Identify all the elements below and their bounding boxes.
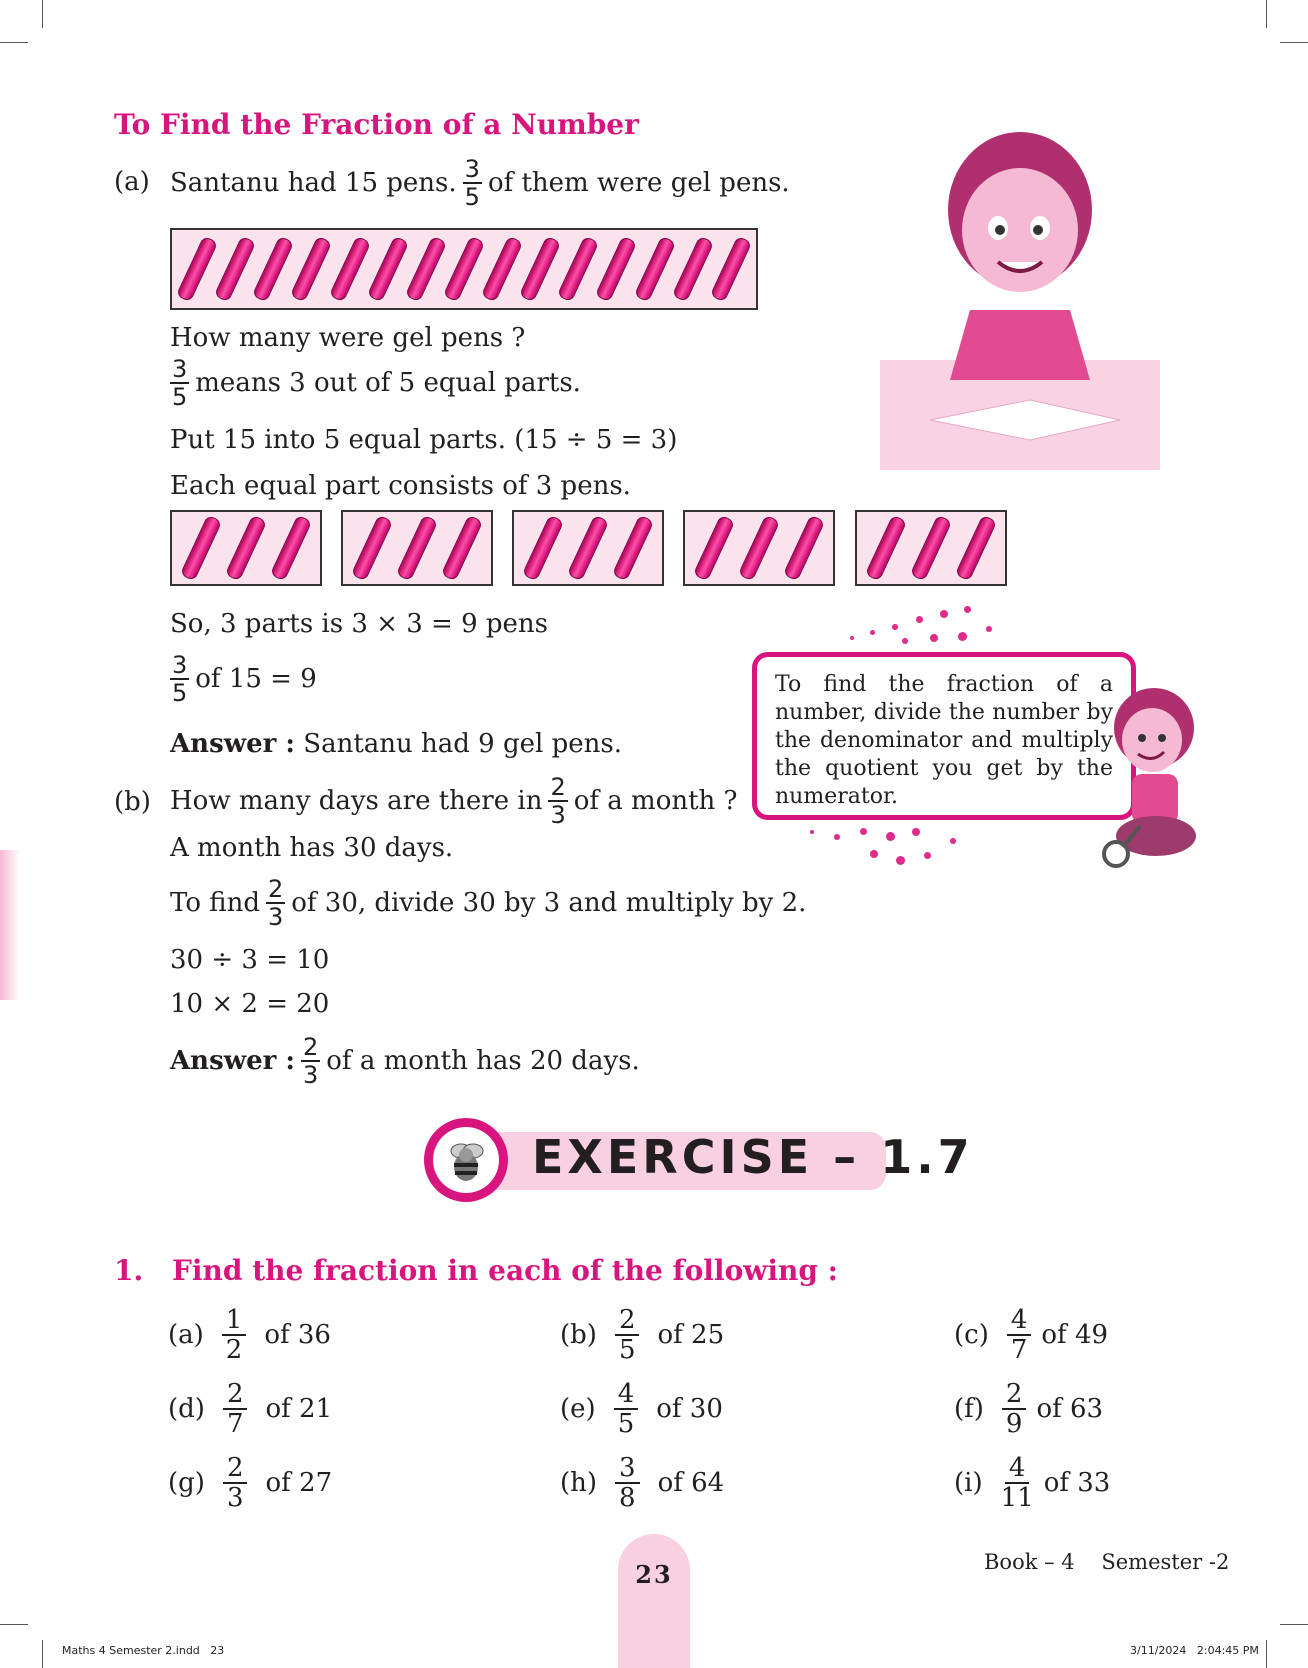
- crop-mark: [0, 1624, 28, 1625]
- fraction-numerator: 3: [172, 355, 188, 383]
- answer-text: of a month has 20 days.: [326, 1046, 640, 1076]
- means-fraction: [170, 356, 189, 410]
- pen-image: [481, 236, 523, 303]
- pen-image: [521, 515, 563, 582]
- exercise-item-e: [560, 1380, 723, 1438]
- each-line: Each equal part consists of 3 pens.: [170, 471, 631, 501]
- item-fraction: [223, 1454, 248, 1512]
- pen-image: [692, 515, 734, 582]
- item-label: (c): [954, 1320, 989, 1350]
- fraction-numerator: 4: [1007, 1306, 1032, 1336]
- boy-magnifier-illustration: [1096, 686, 1200, 876]
- item-label: (a): [168, 1320, 204, 1350]
- fraction-denominator: 5: [464, 183, 480, 211]
- pen-image: [225, 515, 267, 582]
- pen-image: [955, 515, 997, 582]
- item-fraction: [1007, 1306, 1032, 1364]
- pen-group-box: [855, 510, 1007, 586]
- pen-image: [179, 515, 221, 582]
- intro-text-after: of them were gel pens.: [487, 168, 790, 198]
- part-a-intro: [170, 156, 790, 210]
- answer-fraction: [301, 1034, 320, 1088]
- exercise-title: EXERCISE – 1.7: [532, 1130, 974, 1184]
- question-text-after: of a month ?: [573, 786, 738, 816]
- part-b-label: (b): [114, 787, 151, 817]
- pen-image: [519, 236, 561, 303]
- item-fraction: [1002, 1380, 1027, 1438]
- fraction-denominator: 5: [618, 1335, 636, 1365]
- bee-icon: [433, 1127, 499, 1193]
- result-fraction: [170, 652, 189, 706]
- page-number-tab: [618, 1534, 690, 1668]
- fraction-numerator: 2: [303, 1033, 319, 1061]
- item-label: (b): [560, 1320, 597, 1350]
- pen-image: [633, 236, 675, 303]
- means-line: [164, 356, 581, 410]
- answer-a: [170, 728, 622, 760]
- find-fraction: [266, 876, 285, 930]
- fraction-numerator: 3: [464, 155, 480, 183]
- fraction-denominator: 5: [172, 679, 188, 707]
- pen-image: [396, 515, 438, 582]
- pen-image: [595, 236, 637, 303]
- item-fraction: [223, 1380, 248, 1438]
- intro-fraction: [463, 156, 482, 210]
- item-of: of 36: [264, 1320, 331, 1350]
- pen-image: [350, 515, 392, 582]
- item-fraction: [615, 1454, 640, 1512]
- pen-image: [252, 236, 294, 303]
- fraction-denominator: 3: [226, 1483, 244, 1513]
- dot-pattern-top: [840, 600, 1000, 650]
- fraction-denominator: 3: [550, 801, 566, 829]
- page-number: 23: [635, 1560, 673, 1589]
- pen-group-box: [170, 510, 322, 586]
- item-label: (g): [168, 1468, 205, 1498]
- pen-image: [176, 236, 218, 303]
- intro-text-before: Santanu had 15 pens.: [170, 168, 457, 198]
- crop-mark: [0, 42, 28, 43]
- crop-mark: [42, 1640, 43, 1668]
- fraction-numerator: 2: [223, 1454, 248, 1484]
- dot-pattern-bottom: [800, 826, 980, 872]
- crop-mark: [1266, 0, 1267, 28]
- fraction-numerator: 3: [615, 1454, 640, 1484]
- exercise-item-f: [954, 1380, 1103, 1438]
- fraction-denominator: 5: [617, 1409, 635, 1439]
- pen-image: [557, 236, 599, 303]
- fraction-denominator: 5: [172, 383, 188, 411]
- find-text-after: of 30, divide 30 by 3 and multiply by 2.: [291, 888, 807, 918]
- fraction-denominator: 3: [303, 1061, 319, 1089]
- pen-image: [671, 236, 713, 303]
- pen-image: [328, 236, 370, 303]
- exercise-item-a: [168, 1306, 331, 1364]
- pen-group-box: [341, 510, 493, 586]
- pen-group-box: [683, 510, 835, 586]
- fraction-denominator: 7: [226, 1409, 244, 1439]
- pen-image: [443, 236, 485, 303]
- item-fraction: [222, 1306, 247, 1364]
- answer-label: Answer :: [170, 1046, 295, 1076]
- item-fraction: [1001, 1454, 1034, 1512]
- fraction-denominator: 8: [619, 1483, 636, 1513]
- pen-image: [738, 515, 780, 582]
- exercise-item-b: [560, 1306, 724, 1364]
- fraction-numerator: 2: [223, 1380, 248, 1410]
- item-label: (f): [954, 1394, 984, 1424]
- item-of: of 30: [656, 1394, 723, 1424]
- find-line: [170, 876, 806, 930]
- fraction-denominator: 3: [267, 903, 284, 931]
- slug-file-info: Maths 4 Semester 2.indd 23: [62, 1644, 225, 1657]
- fraction-numerator: 4: [614, 1380, 639, 1410]
- pen-image: [910, 515, 952, 582]
- tip-callout: To find the fraction of a number, divide the number by the denominator and multiply the quotient you get by the numerator.: [752, 652, 1136, 820]
- step-one: 30 ÷ 3 = 10: [170, 945, 330, 975]
- pen-image: [366, 236, 408, 303]
- answer-text: Santanu had 9 gel pens.: [303, 729, 622, 759]
- fraction-denominator: 2: [225, 1335, 243, 1365]
- step-two: 10 × 2 = 20: [170, 989, 330, 1019]
- item-label: (h): [560, 1468, 598, 1498]
- item-label: (i): [954, 1468, 983, 1498]
- section-title: To Find the Fraction of a Number: [114, 108, 639, 141]
- fraction-denominator: 11: [1000, 1483, 1034, 1513]
- item-of: of 27: [265, 1468, 333, 1498]
- item-of: of 63: [1036, 1394, 1104, 1424]
- question-text: Find the fraction in each of the following :: [172, 1254, 838, 1287]
- item-of: of 64: [657, 1468, 725, 1498]
- pen-image: [612, 515, 654, 582]
- slug-timestamp: 3/11/2024 2:04:45 PM: [1130, 1644, 1259, 1657]
- item-of: of 33: [1043, 1468, 1111, 1498]
- exercise-badge: [424, 1118, 508, 1202]
- pen-image: [864, 515, 906, 582]
- part-b-question: [170, 774, 738, 828]
- pen-image: [567, 515, 609, 582]
- pen-image: [290, 236, 332, 303]
- answer-b: [170, 1034, 640, 1088]
- means-text: means 3 out of 5 equal parts.: [195, 368, 581, 398]
- fifteen-pens-box: [170, 228, 758, 310]
- fraction-denominator: 9: [1005, 1409, 1023, 1439]
- fraction-denominator: 7: [1010, 1335, 1028, 1365]
- fraction-numerator: 3: [172, 651, 188, 679]
- item-of: of 49: [1041, 1320, 1109, 1350]
- fraction-numerator: 2: [550, 773, 566, 801]
- fraction-numerator: 1: [222, 1306, 247, 1336]
- pen-image: [441, 515, 483, 582]
- result-text: of 15 = 9: [195, 664, 317, 694]
- fraction-numerator: 2: [615, 1306, 640, 1336]
- pen-group-box: [512, 510, 664, 586]
- exercise-item-g: [168, 1454, 332, 1512]
- question-number: 1.: [114, 1254, 144, 1287]
- pen-image: [405, 236, 447, 303]
- question-fraction: [548, 774, 567, 828]
- item-fraction: [614, 1380, 639, 1438]
- exercise-item-h: [560, 1454, 724, 1512]
- fraction-numerator: 4: [1005, 1454, 1030, 1484]
- crop-mark: [1266, 1640, 1267, 1668]
- part-a-label: (a): [114, 167, 150, 197]
- crop-mark: [1280, 1624, 1308, 1625]
- boy-writing-illustration: [880, 130, 1160, 470]
- item-label: (e): [560, 1394, 596, 1424]
- fraction-numerator: 2: [267, 875, 284, 903]
- item-of: of 21: [265, 1394, 333, 1424]
- question-gel-pens: How many were gel pens ?: [170, 323, 526, 353]
- item-label: (d): [168, 1394, 205, 1424]
- question-text-before: How many days are there in: [170, 786, 543, 816]
- exercise-item-i: [954, 1454, 1110, 1512]
- month-line: A month has 30 days.: [170, 833, 454, 863]
- item-of: of 25: [657, 1320, 725, 1350]
- exercise-item-c: [954, 1306, 1108, 1364]
- pen-image: [270, 515, 312, 582]
- answer-label: Answer :: [170, 729, 295, 759]
- pen-image: [214, 236, 256, 303]
- result-line: [164, 652, 317, 706]
- book-info: Book – 4 Semester -2: [984, 1550, 1230, 1574]
- find-text-before: To find: [170, 888, 260, 918]
- crop-mark: [42, 0, 43, 28]
- fraction-numerator: 2: [1002, 1380, 1027, 1410]
- exercise-item-d: [168, 1380, 332, 1438]
- so-line: So, 3 parts is 3 × 3 = 9 pens: [170, 609, 548, 639]
- crop-mark: [1280, 42, 1308, 43]
- put-line: Put 15 into 5 equal parts. (15 ÷ 5 = 3): [170, 425, 678, 455]
- page-edge-decoration: [0, 850, 20, 1000]
- item-fraction: [615, 1306, 640, 1364]
- pen-image: [783, 515, 825, 582]
- pen-image: [710, 236, 752, 303]
